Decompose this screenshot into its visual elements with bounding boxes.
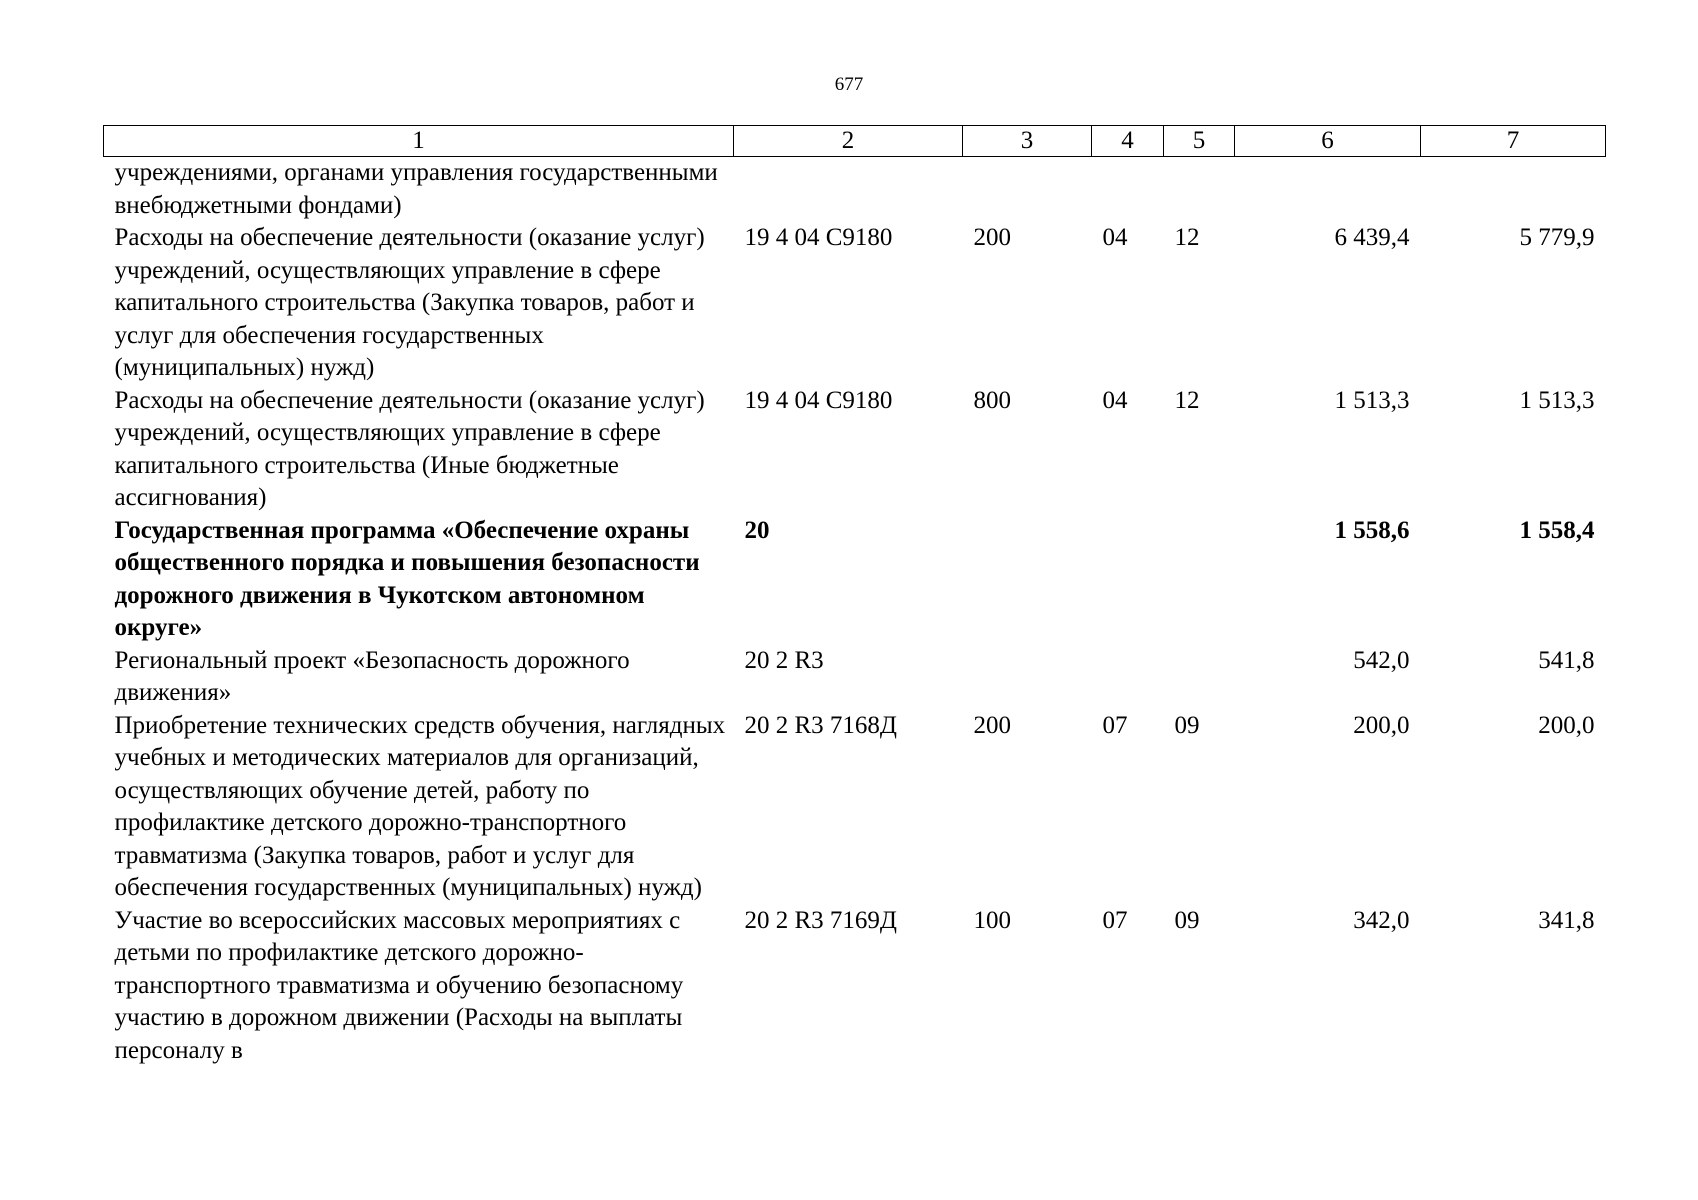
row-subsection	[1164, 157, 1235, 223]
row-target-article: 20 2 R3 7168Д	[744, 711, 897, 739]
table-row	[104, 710, 1606, 905]
budget-table	[103, 125, 1606, 1067]
row-target-article: 20 2 R3 7169Д	[744, 906, 897, 934]
row-section	[1092, 515, 1164, 645]
row-amount-1: 200,0	[1353, 711, 1410, 739]
row-name: Расходы на обеспечение деятельности (оказание услуг) учреждений, осуществляющих управление в сфере капитального строительства (Иные бюджетные ассигнования)	[114, 386, 705, 511]
header-col-7: 7	[1421, 126, 1606, 157]
table-row	[104, 385, 1606, 515]
row-target-article: 20 2 R3	[744, 646, 824, 674]
row-expense-type: 800	[973, 386, 1011, 414]
row-expense-type: 100	[973, 906, 1011, 934]
row-amount-2: 1 513,3	[1519, 386, 1595, 414]
row-amount-1: 1 558,6	[1334, 516, 1410, 544]
row-amount-2: 200,0	[1538, 711, 1595, 739]
row-target-article	[734, 157, 963, 223]
row-amount-1: 1 513,3	[1334, 386, 1410, 414]
row-expense-type	[963, 645, 1092, 710]
budget-table-container	[103, 125, 1605, 1067]
row-name: Расходы на обеспечение деятельности (оказание услуг) учреждений, осуществляющих управление в сфере капитального строительства (Закупка товаров, работ и услуг для обеспечения государственных (муниципальных) нужд)	[114, 224, 705, 381]
row-subsection: 09	[1174, 711, 1200, 739]
row-name: Региональный проект «Безопасность дорожного движения»	[114, 646, 630, 706]
row-amount-2: 1 558,4	[1519, 516, 1595, 544]
row-section: 04	[1102, 224, 1128, 251]
row-name: Приобретение технических средств обучения, наглядных учебных и методических материалов для организаций, осуществляющих обучение детей, работу по профилактике детского дорожно-транспортного травматизма (Закупка товаров, работ и услуг для обеспечения государственных (муниципальных) нужд)	[114, 711, 726, 901]
row-name: учреждениями, органами управления государственными внебюджетными фондами)	[114, 159, 718, 219]
row-expense-type: 200	[973, 224, 1011, 251]
row-subsection	[1164, 515, 1235, 645]
row-section	[1092, 645, 1164, 710]
row-subsection: 09	[1174, 906, 1200, 934]
table-row	[104, 905, 1606, 1068]
row-target-article: 20	[744, 516, 770, 544]
row-subsection: 12	[1174, 386, 1200, 414]
table-row-program	[104, 515, 1606, 645]
header-row	[104, 126, 1606, 157]
table-body	[104, 157, 1606, 1068]
table-row	[104, 222, 1606, 385]
row-amount-1: 342,0	[1353, 906, 1410, 934]
header-col-3: 3	[963, 126, 1092, 157]
row-amount-1: 542,0	[1353, 646, 1410, 674]
row-amount-1	[1235, 157, 1421, 223]
row-expense-type	[963, 515, 1092, 645]
row-section: 07	[1102, 906, 1128, 934]
row-target-article: 19 4 04 С9180	[744, 386, 893, 414]
page-number: 677	[834, 74, 864, 95]
header-col-1: 1	[104, 126, 734, 157]
header-col-6: 6	[1235, 126, 1421, 157]
row-amount-2: 5 779,9	[1519, 224, 1595, 251]
row-section	[1092, 157, 1164, 223]
row-subsection: 12	[1174, 224, 1200, 251]
table-row	[104, 157, 1606, 223]
header-col-4: 4	[1092, 126, 1164, 157]
row-name: Участие во всероссийских массовых мероприятиях с детьми по профилактике детского дорожно-транспортного травматизма и обучению безопасному участию в дорожном движении (Расходы на выплаты персоналу в	[114, 906, 684, 1064]
row-amount-2: 541,8	[1538, 646, 1595, 674]
row-subsection	[1164, 645, 1235, 710]
row-amount-2: 341,8	[1538, 906, 1595, 934]
header-col-5: 5	[1164, 126, 1235, 157]
table-header	[104, 126, 1606, 157]
row-name: Государственная программа «Обеспечение охраны общественного порядка и повышения безопасности дорожного движения в Чукотском автономном округе»	[114, 516, 700, 641]
row-expense-type: 200	[973, 711, 1011, 739]
row-section: 04	[1102, 386, 1128, 414]
row-amount-1: 6 439,4	[1334, 224, 1410, 251]
row-amount-2	[1421, 157, 1606, 223]
table-row	[104, 645, 1606, 710]
header-col-2: 2	[734, 126, 963, 157]
row-expense-type	[963, 157, 1092, 223]
row-section: 07	[1102, 711, 1128, 739]
row-target-article: 19 4 04 С9180	[744, 224, 893, 251]
